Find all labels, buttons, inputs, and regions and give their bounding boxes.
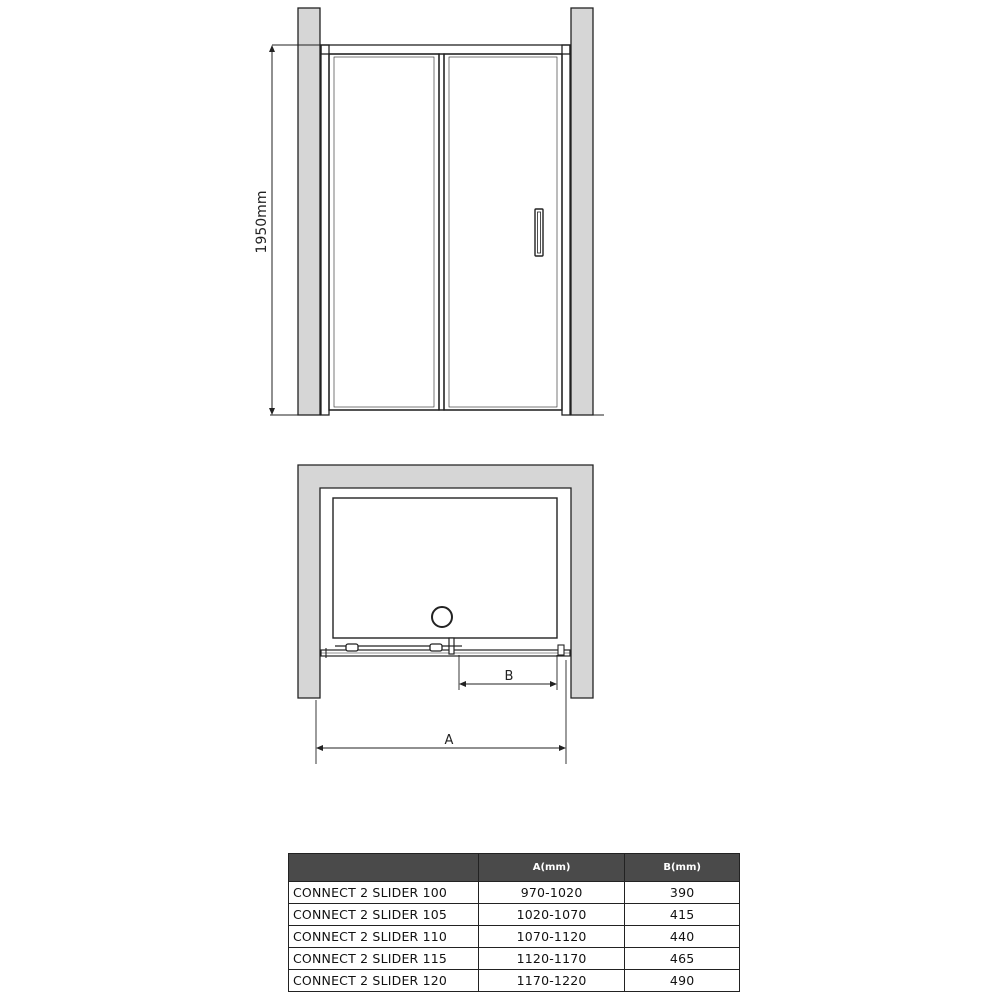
a-range: 1170-1220 xyxy=(478,970,624,992)
header-model xyxy=(289,854,479,882)
fixed-panel xyxy=(329,54,439,410)
table-header-row xyxy=(289,854,740,882)
model-name: CONNECT 2 SLIDER 115 xyxy=(289,948,479,970)
b-value: 415 xyxy=(625,904,740,926)
a-range: 1120-1170 xyxy=(478,948,624,970)
table-row xyxy=(289,882,740,904)
dimension-a-label: A xyxy=(444,733,454,748)
table-row xyxy=(289,948,740,970)
dimension-b-label: B xyxy=(504,669,514,684)
left-wall xyxy=(298,8,320,415)
height-label: 1950mm xyxy=(254,190,270,254)
a-range: 970-1020 xyxy=(478,882,624,904)
table-row xyxy=(289,926,740,948)
header-b: B(mm) xyxy=(625,854,740,882)
plan-walls xyxy=(298,465,593,698)
b-value: 465 xyxy=(625,948,740,970)
table-row xyxy=(289,904,740,926)
sliding-door-panel xyxy=(444,54,562,410)
right-wall-profile xyxy=(562,45,570,415)
door-handle xyxy=(535,209,543,256)
waste-outlet xyxy=(432,607,452,627)
left-wall-profile xyxy=(321,45,329,415)
front-elevation xyxy=(270,8,604,415)
header-a: A(mm) xyxy=(478,854,624,882)
model-name: CONNECT 2 SLIDER 110 xyxy=(289,926,479,948)
a-range: 1020-1070 xyxy=(478,904,624,926)
model-name: CONNECT 2 SLIDER 100 xyxy=(289,882,479,904)
b-value: 440 xyxy=(625,926,740,948)
size-table xyxy=(288,853,740,992)
dimension-a xyxy=(316,660,566,764)
plan-view xyxy=(298,465,593,698)
model-name: CONNECT 2 SLIDER 105 xyxy=(289,904,479,926)
top-rail xyxy=(321,45,570,54)
table-row xyxy=(289,970,740,992)
right-wall xyxy=(571,8,593,415)
model-name: CONNECT 2 SLIDER 120 xyxy=(289,970,479,992)
b-value: 490 xyxy=(625,970,740,992)
interlock-profile xyxy=(439,54,444,410)
a-range: 1070-1120 xyxy=(478,926,624,948)
b-value: 390 xyxy=(625,882,740,904)
